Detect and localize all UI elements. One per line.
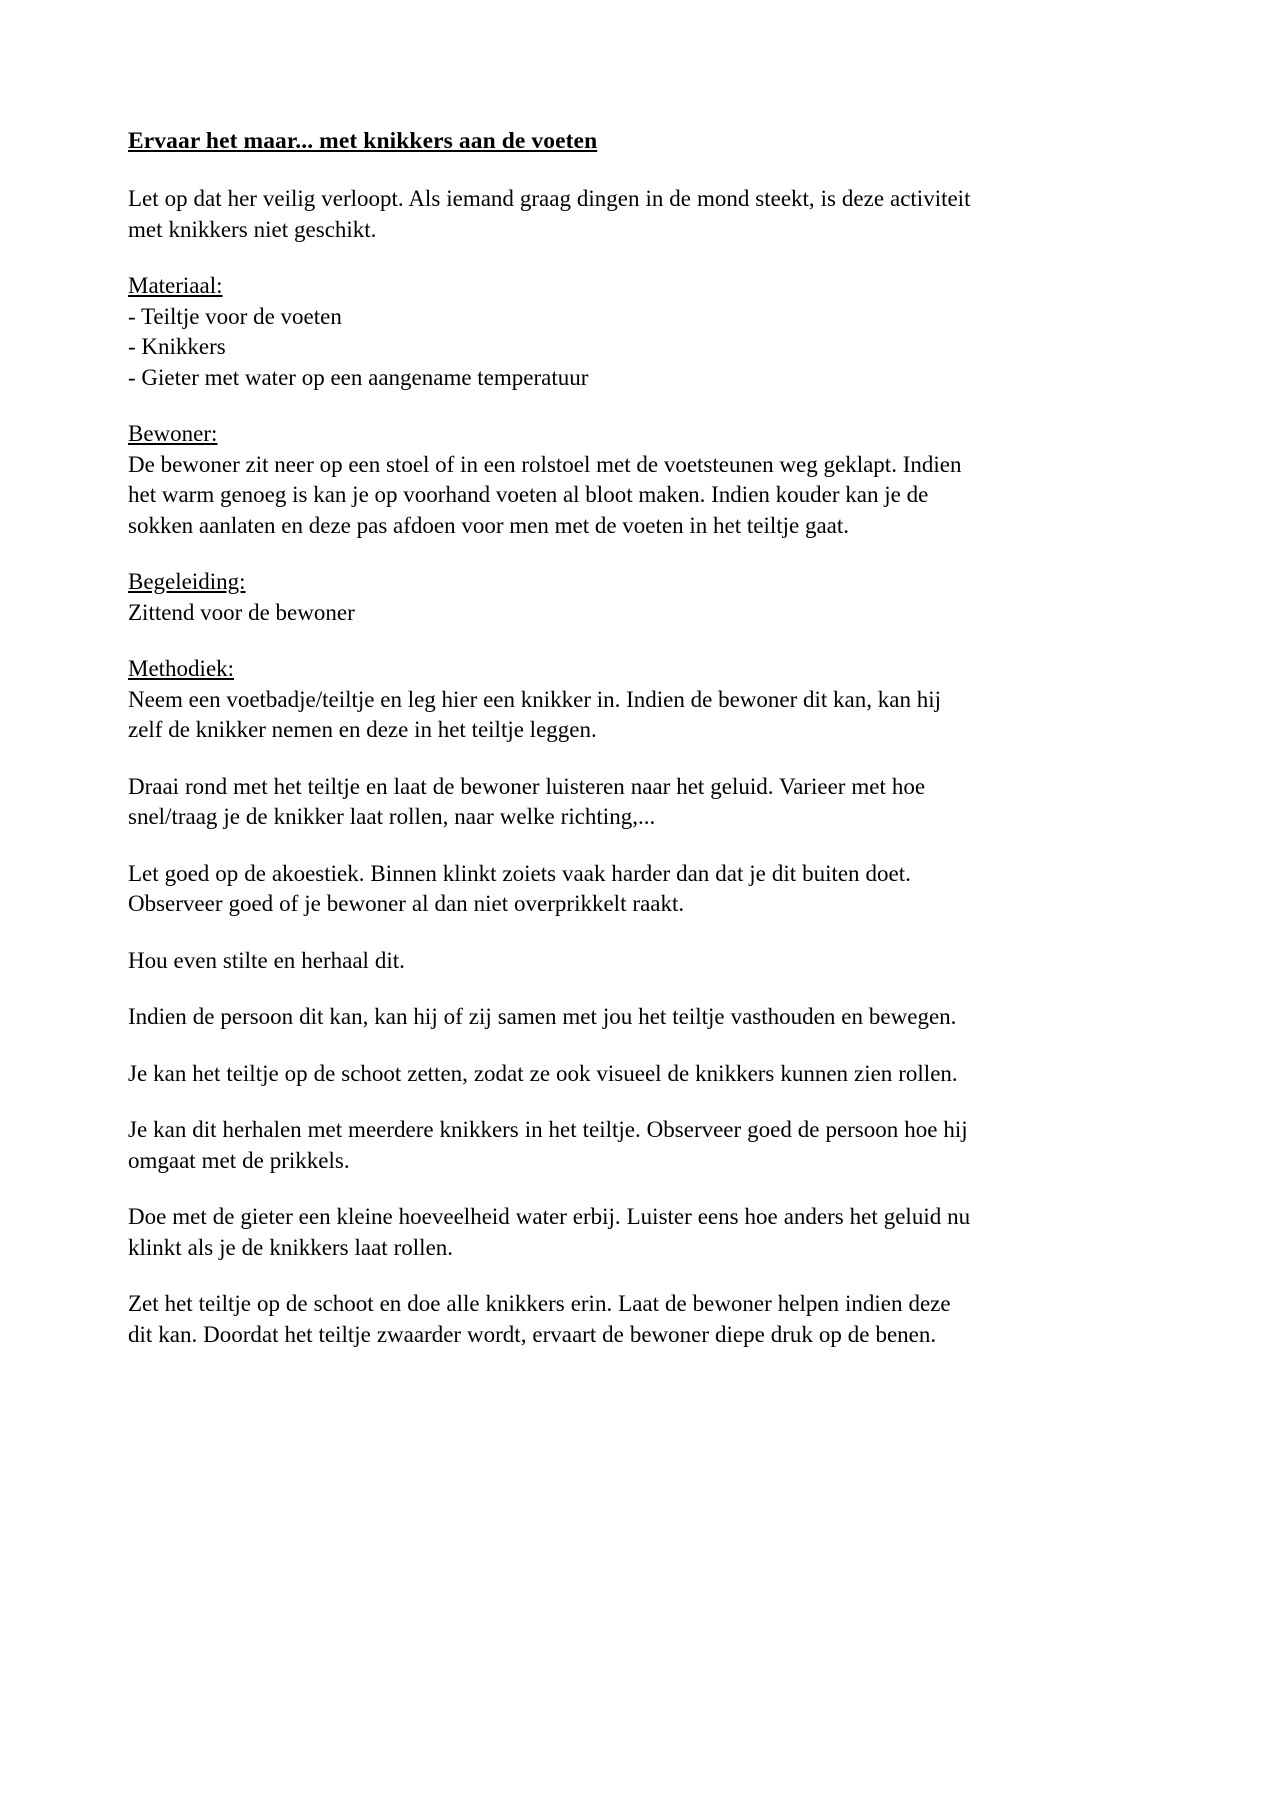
section-heading-materiaal: Materiaal: [128,273,223,298]
paragraph: Hou even stilte en herhaal dit. [128,947,405,973]
section-heading-bewoner: Bewoner: [128,421,218,446]
paragraph: Je kan dit herhalen met meerdere knikkers in het teiltje. Observeer goed de persoon hoe hij omgaat met de prikkels. [128,1117,968,1173]
paragraph: Indien de persoon dit kan, kan hij of zij samen met jou het teiltje vasthouden en bewegen. [128,1004,957,1029]
section-bewoner [128,419,980,541]
list-item: - Teiltje voor de voeten [128,303,342,329]
page-title: Ervaar het maar... met knikkers aan de voeten [128,128,598,154]
document-content [128,126,980,1376]
list-item: - Gieter met water op een aangename temperatuur [128,364,589,390]
section-methodiek [128,654,980,746]
section-body-bewoner: De bewoner zit neer op een stoel of in een rolstoel met de voetsteunen weg geklapt. Indien het warm genoeg is kan je op voorhand voeten al bloot maken. Indien kouder kan je de sokken aanlaten en deze pas afdoen voor men met de voeten in het teiltje gaat. [128,451,962,538]
section-heading-begeleiding: Begeleiding: [128,569,246,594]
paragraph: Let goed op de akoestiek. Binnen klinkt zoiets vaak harder dan dat je dit buiten doet. Observeer goed of je bewoner al dan niet overprikkelt raakt. [128,860,911,916]
paragraph: Doe met de gieter een kleine hoeveelheid water erbij. Luister eens hoe anders het geluid nu klinkt als je de knikkers laat rollen. [128,1204,971,1260]
section-body-methodiek: Neem een voetbadje/teiltje en leg hier een knikker in. Indien de bewoner dit kan, kan hij zelf de knikker nemen en deze in het teiltje leggen. [128,686,942,742]
section-begeleiding [128,567,980,628]
section-heading-methodiek: Methodiek: [128,656,235,681]
paragraph: Draai rond met het teiltje en laat de bewoner luisteren naar het geluid. Varieer met hoe snel/traag je de knikker laat rollen, naar welke richting,... [128,773,926,829]
paragraph: Je kan het teiltje op de schoot zetten, zodat ze ook visueel de knikkers kunnen zien rollen. [128,1060,958,1086]
section-materiaal [128,271,980,393]
intro-paragraph: Let op dat her veilig verloopt. Als iemand graag dingen in de mond steekt, is deze activiteit met knikkers niet geschikt. [128,186,971,242]
paragraph: Zet het teiltje op de schoot en doe alle knikkers erin. Laat de bewoner helpen indien deze dit kan. Doordat het teiltje zwaarder wordt, ervaart de bewoner diepe druk op de benen. [128,1291,951,1347]
section-body-begeleiding: Zittend voor de bewoner [128,599,355,625]
list-item: - Knikkers [128,334,226,359]
